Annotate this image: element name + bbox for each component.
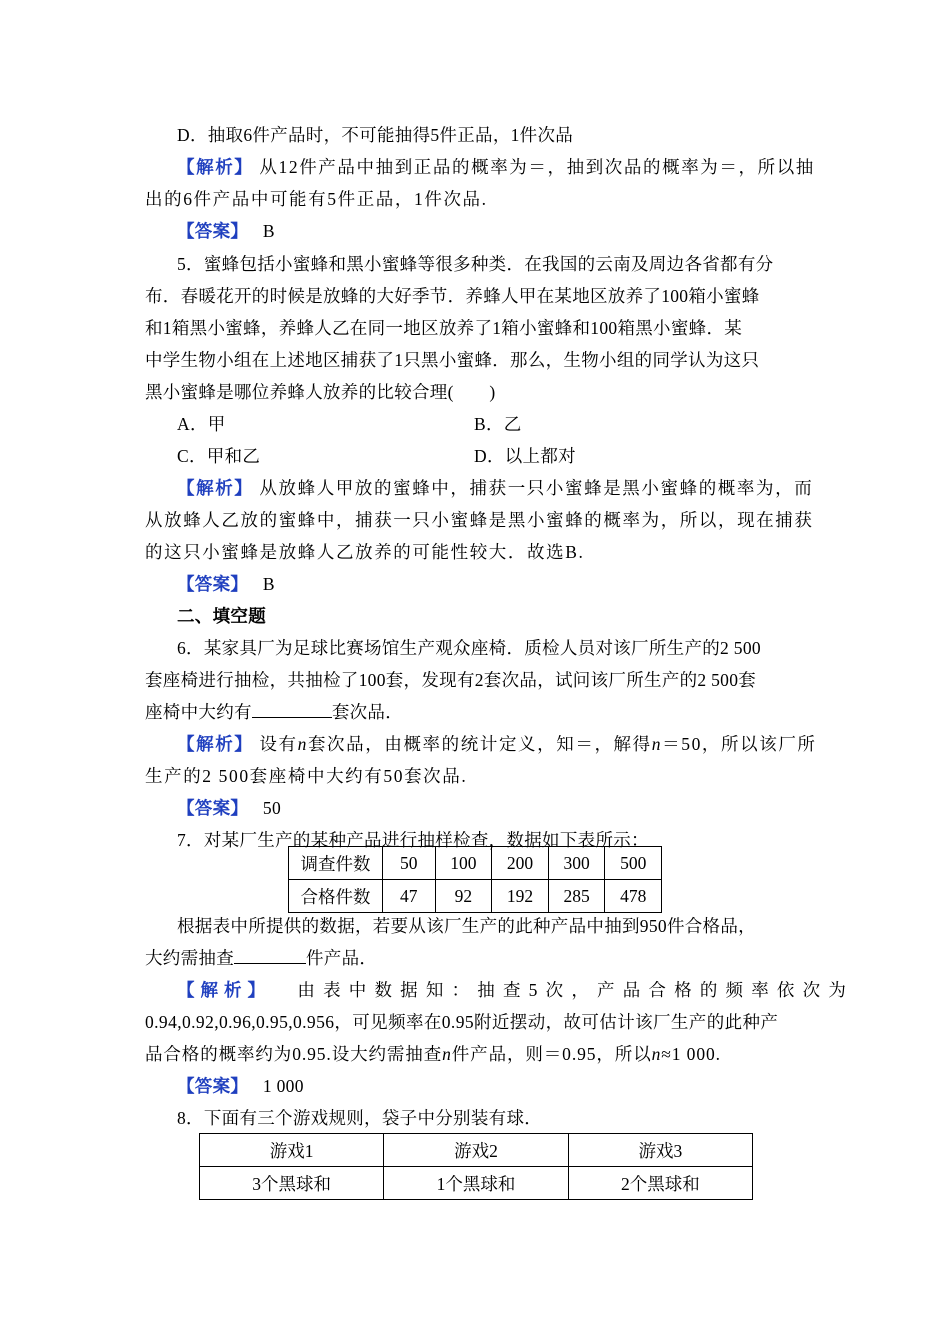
q6-stem-line2: 套座椅进行抽检，共抽检了100套，发现有2套次品，试问该厂所生产的2 500套 (145, 670, 757, 690)
q5-stem-line3: 和1箱黑小蜜蜂，养蜂人乙在同一地区放养了1箱小蜜蜂和100箱黑小蜜蜂．某 (145, 318, 743, 338)
q6-analysis-line1: 【解析】 设有n套次品，由概率的统计定义，知＝，解得n＝50，所以该厂所 (177, 734, 817, 754)
q4-analysis-line2: 出的6件产品中可能有5件正品，1件次品. (145, 189, 488, 209)
table-row: 调查件数 50 100 200 300 500 (289, 847, 662, 880)
q6-stem-line1: 6．某家具厂为足球比赛场馆生产观众座椅．质检人员对该厂所生产的2 500 (177, 638, 761, 658)
q7-stem: 7．对某厂生产的某种产品进行抽样检查，数据如下表所示： (177, 830, 649, 850)
q7-data-table (288, 846, 662, 913)
q5-stem-line4: 中学生物小组在上述地区捕获了1只黑小蜜蜂．那么，生物小组的同学认为这只 (145, 350, 760, 370)
q5-stem-line5: 黑小蜜蜂是哪位养蜂人放养的比较合理( ) (145, 382, 496, 402)
q7-analysis-line2: 0.94,0.92,0.96,0.95,0.956，可见频率在0.95附近摆动，故可估计该厂生产的此种产 (145, 1012, 779, 1032)
q5-option-b: B．乙 (474, 414, 522, 434)
q7-analysis-line3: 品合格的概率约为0.95.设大约需抽查n件产品，则＝0.95，所以n≈1 000. (145, 1044, 721, 1064)
q5-answer: 【答案】 B (177, 574, 275, 594)
q5-option-c: C．甲和乙 (177, 446, 261, 466)
q7-analysis-line1: 【解析】 由表中数据知：抽查5次，产品合格的频率依次为 (177, 980, 855, 1000)
answer-tag: 【答案】 (177, 221, 249, 241)
q8-game-table (199, 1133, 753, 1200)
table-row: 合格件数 47 92 192 285 478 (289, 880, 662, 913)
q4-option-d: D．抽取6件产品时，不可能抽得5件正品，1件次品 (177, 125, 574, 145)
q6-answer: 【答案】 50 (177, 798, 281, 818)
q5-analysis-line1: 【解析】 从放蜂人甲放的蜜蜂中，捕获一只小蜜蜂是黑小蜜蜂的概率为，而 (177, 478, 814, 498)
q7-stem-line3: 大约需抽查 件产品． (145, 948, 378, 968)
fill-blank (252, 702, 332, 718)
q5-stem-line2: 布．春暖花开的时候是放蜂的大好季节．养蜂人甲在某地区放养了100箱小蜜蜂 (145, 286, 760, 306)
q5-option-a: A．甲 (177, 414, 226, 434)
table-row: 游戏1 游戏2 游戏3 (200, 1134, 753, 1167)
q5-stem-line1: 5．蜜蜂包括小蜜蜂和黑小蜜蜂等很多种类．在我国的云南及周边各省都有分 (177, 254, 774, 274)
analysis-tag: 【解析】 (177, 157, 254, 177)
fill-blank (234, 948, 306, 964)
q4-answer: 【答案】 B (177, 221, 275, 241)
table-row: 3个黑球和 1个黑球和 2个黑球和 (200, 1167, 753, 1200)
q7-answer: 【答案】 1 000 (177, 1076, 304, 1096)
q5-analysis-line2: 从放蜂人乙放的蜜蜂中，捕获一只小蜜蜂是黑小蜜蜂的概率为，所以，现在捕获 (145, 510, 814, 530)
q7-stem-line2: 根据表中所提供的数据，若要从该厂生产的此种产品中抽到950件合格品， (177, 916, 756, 936)
q5-analysis-line3: 的这只小蜜蜂是放蜂人乙放养的可能性较大．故选B. (145, 542, 585, 562)
section-heading: 二、填空题 (177, 606, 266, 626)
q6-stem-line3: 座椅中大约有 套次品． (145, 702, 404, 722)
q5-option-d: D．以上都对 (474, 446, 576, 466)
q8-stem: 8．下面有三个游戏规则，袋子中分别装有球． (177, 1108, 543, 1128)
q4-analysis-line1: 【解析】 从12件产品中抽到正品的概率为＝，抽到次品的概率为＝，所以抽 (177, 157, 815, 177)
q6-analysis-line2: 生产的2 500套座椅中大约有50套次品. (145, 766, 468, 786)
